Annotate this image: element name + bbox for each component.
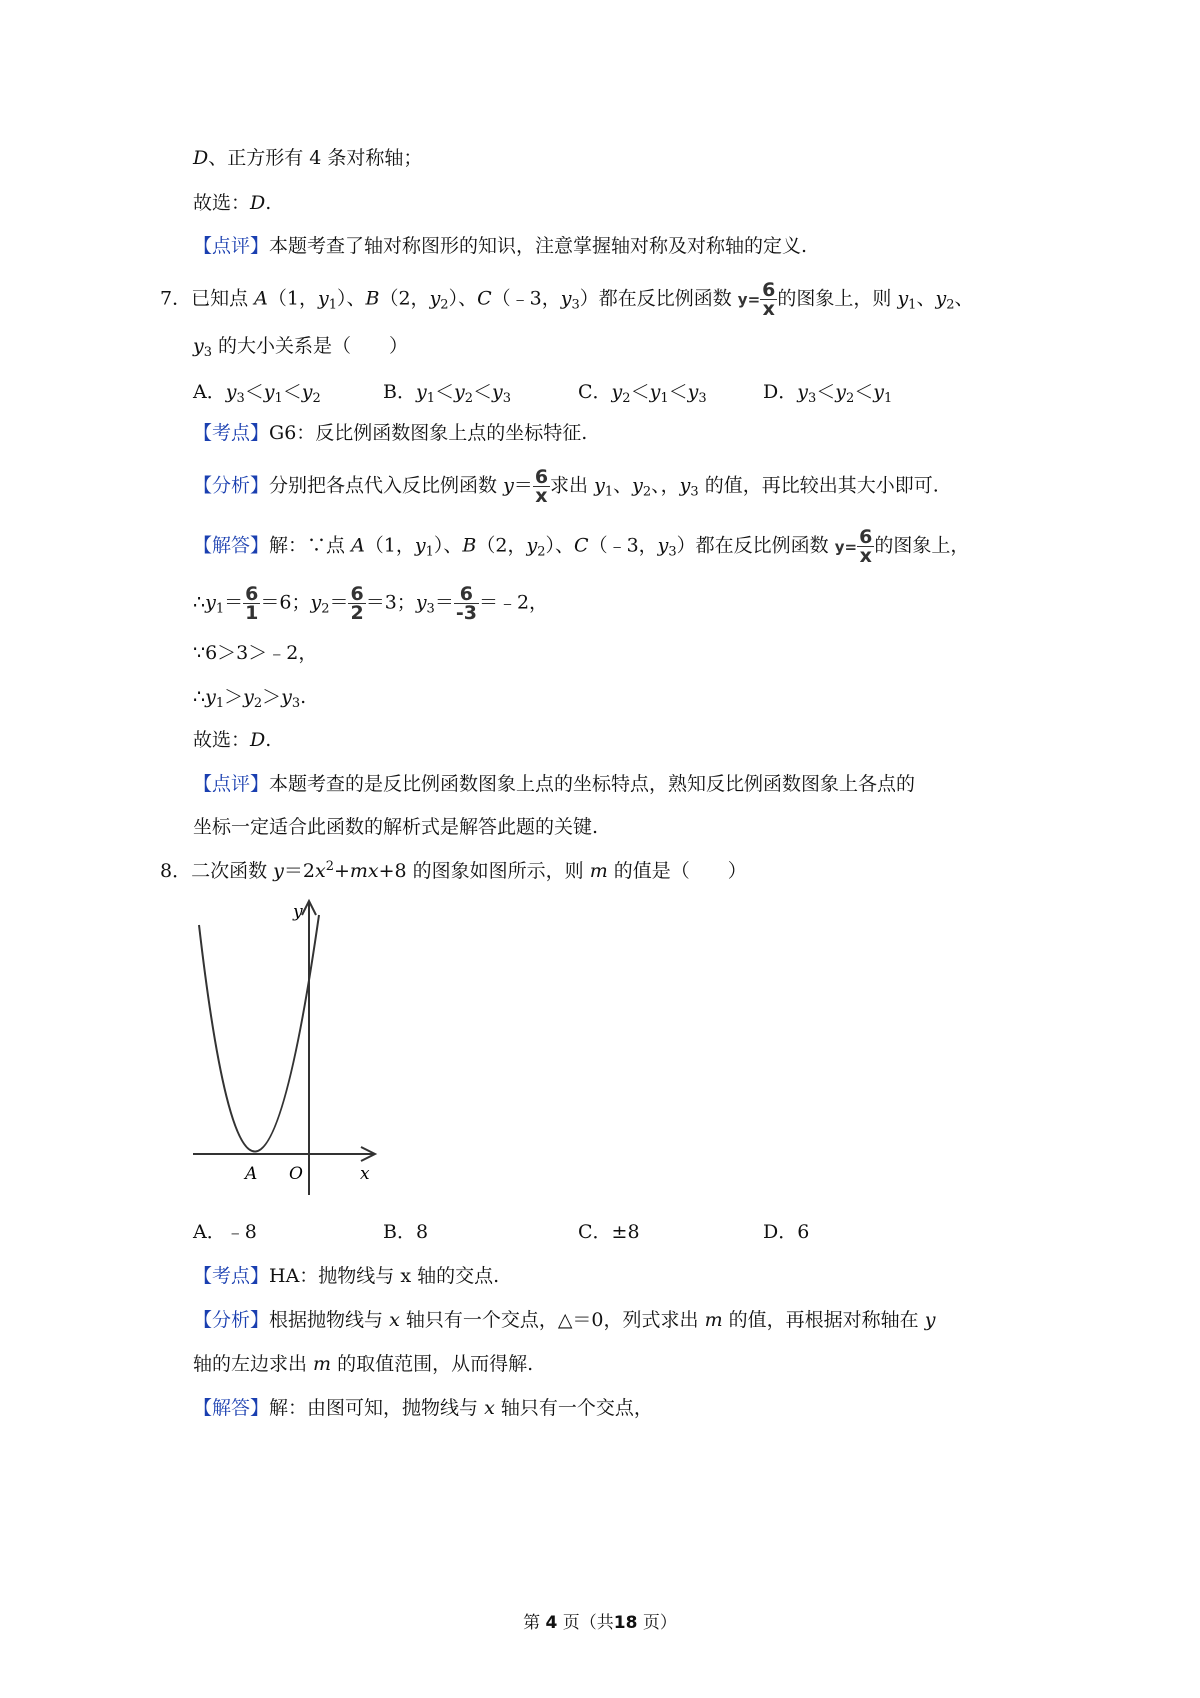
page-footer: 第 4 页（共18 页） [523,1613,677,1633]
q7-stem-cont: $y_3$ 的大小关系是（ ） [193,335,409,360]
q7-kaodian: 【考点】G6：反比例函数图象上点的坐标特征. [193,422,588,444]
q7-fenxi: 【分析】分别把各点代入反比例函数 y＝ $\frac{6}{x}$ 求出 $y_1$、$y_2$、，$y_3$ 的值，再比较出其大小即可. [193,466,939,507]
parabola-curve [199,915,319,1152]
x-axis-label: x [360,1164,370,1184]
q7-jieda-1: 【解答】解：∵点 A（1，$y_1$）、B（2，$y_2$）、C（﹣3，$y_3$）都在反比例函数 y= $\frac{6}{x}$ 的图象上， [193,526,970,567]
q8-option-a: A．﹣8 [193,1221,257,1243]
q7-jieda-4: $\therefore y_1>y_2>y_3$. [193,686,307,711]
q8-stem: 8．二次函数 $y=2x^2+mx+8$ 的图象如图所示，则 m 的值是（ ） [160,859,747,882]
q8-option-b: B．8 [383,1221,429,1243]
comment-tag: 【点评】 [193,235,270,257]
q7-option-c: C．$y_2<y_1<y_3$ [578,381,707,406]
q7-option-b: B．$y_1<y_2<y_3$ [383,381,512,406]
q7-answer: 故选：D. [193,729,272,751]
q8-fenxi-2: 轴的左边求出 m 的取值范围，从而得解. [193,1353,534,1375]
q6-option-d-explanation: D、正方形有 4 条对称轴； [193,147,423,169]
q6-comment: 【点评】本题考查了轴对称图形的知识，注意掌握轴对称及对称轴的定义. [193,235,808,257]
fraction-6-over-x: y= [737,290,761,309]
q7-jieda-3: ∵6＞3＞﹣2， [193,642,318,664]
origin-label: O [289,1164,303,1184]
q8-option-c: C．±8 [578,1221,640,1243]
q8-kaodian: 【考点】HA：抛物线与 x 轴的交点. [193,1265,500,1287]
q8-fenxi-1: 【分析】根据抛物线与 x 轴只有一个交点，△＝0，列式求出 m 的值，再根据对称轴在 y [193,1309,936,1331]
q6-answer: 故选：D. [193,192,272,214]
q8-option-d: D．6 [763,1221,810,1243]
q7-option-d: D．$y_3<y_2<y_1$ [763,381,893,406]
q7-option-a: A．$y_3<y_1<y_2$ [193,381,321,406]
q8-jieda-1: 【解答】解：由图可知，抛物线与 x 轴只有一个交点， [193,1397,653,1419]
q7-comment-1: 【点评】本题考查的是反比例函数图象上点的坐标特点，熟知反比例函数图象上各点的 [193,773,916,795]
point-a-label: A [245,1164,258,1184]
q7-stem: 7．已知点 A（1，$y_1$）、B（2，$y_2$）、C（﹣3，$y_3$）都在反比例函数 y= $\frac{6}{x}$ 的图象上，则 $y_1$、$y_2$、 [160,279,974,320]
q7-jieda-2: $\therefore y_1=$ $\frac{6}{1}$ ＝6；$y_2=$ $\frac{6}{2}$ ＝3；$y_3=$ $\frac{6}{-3}$ ＝﹣2， [193,583,549,624]
q7-comment-2: 坐标一定适合此函数的解析式是解答此题的关键. [193,816,599,838]
parabola-graph [185,895,385,1205]
y-axis-label: y [293,902,303,922]
